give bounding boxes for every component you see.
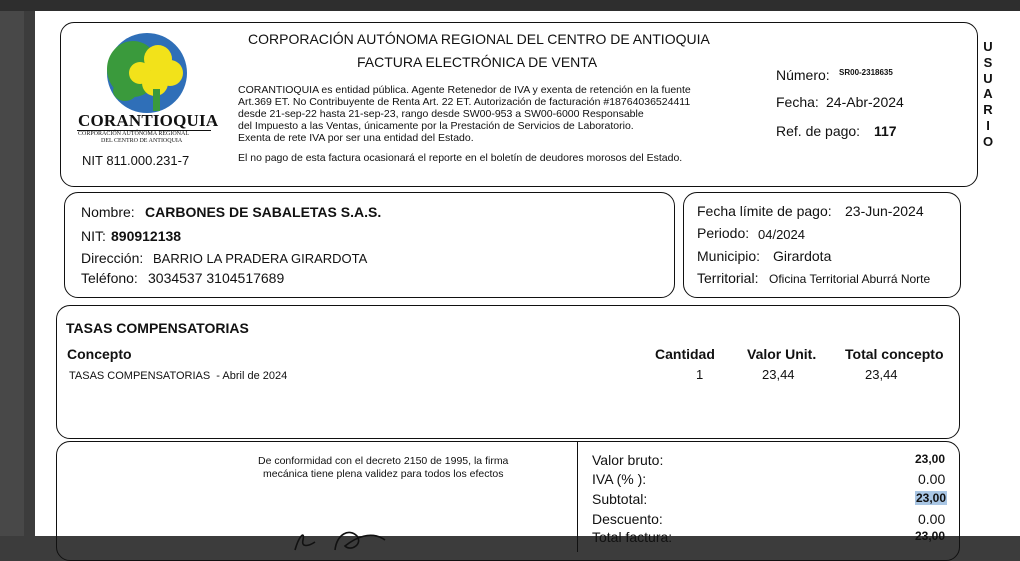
territorial-value: Oficina Territorial Aburrá Norte xyxy=(769,272,931,286)
legal-line-5: Exenta de rete IVA por ser una entidad del Estado. xyxy=(238,132,474,144)
descuento-value: 0.00 xyxy=(918,511,946,527)
iva-value: 0.00 xyxy=(918,471,946,487)
footer-divider xyxy=(577,442,578,552)
client-nit-value: 890912138 xyxy=(111,228,182,244)
nombre-value: CARBONES DE SABALETAS S.A.S. xyxy=(145,204,382,220)
descuento-label: Descuento: xyxy=(592,511,663,527)
logo-subtitle-1: CORPORACIÓN AUTÓNOMA REGIONAL xyxy=(78,131,190,137)
row-cantidad: 1 xyxy=(696,367,704,382)
row-total-concepto: 23,44 xyxy=(865,367,898,382)
client-nit-label: NIT: xyxy=(81,228,106,244)
ref-pago-value: 117 xyxy=(874,123,897,139)
fecha-label: Fecha: xyxy=(776,94,819,110)
col-concepto-header: Concepto xyxy=(67,346,132,362)
legal-line-4: del Impuesto a las Ventas, únicamente por la Prestación de Servicios de Laboratorio. xyxy=(238,120,634,132)
col-cantidad-header: Cantidad xyxy=(655,346,715,362)
legal-line-2: Art.369 ET. No Contribuyente de Renta Art. 22 ET. Autorización de facturación #18764036524411 xyxy=(238,96,691,108)
signature-image xyxy=(275,516,435,556)
periodo-label: Periodo: xyxy=(697,225,750,241)
doc-type: FACTURA ELECTRÓNICA DE VENTA xyxy=(357,54,598,70)
numero-label: Número: xyxy=(776,67,830,83)
numero-value: SR00-2318635 xyxy=(839,68,893,77)
nit-company: NIT 811.000.231-7 xyxy=(82,153,190,168)
legal-line-6: El no pago de esta factura ocasionará el reporte en el boletín de deudores morosos del Estado. xyxy=(238,152,683,164)
subtotal-label: Subtotal: xyxy=(592,491,648,507)
viewer-top-bar xyxy=(0,0,1020,11)
total-factura-value: 23,00 xyxy=(915,529,946,543)
legal-line-1: CORANTIOQUIA es entidad pública. Agente Retenedor de IVA y exenta de retención en la fuente xyxy=(238,84,691,96)
nombre-label: Nombre: xyxy=(81,204,135,220)
telefono-value: 3034537 3104517689 xyxy=(148,270,285,286)
total-factura-label: Total factura: xyxy=(592,529,673,545)
valor-bruto-label: Valor bruto: xyxy=(592,452,664,468)
logo-wordmark: CORANTIOQUIA xyxy=(78,111,219,130)
legal-line-3: desde 21-sep-22 hasta 21-sep-23, rango desde SW00-953 a SW00-6000 Responsable xyxy=(238,108,644,120)
subtotal-value[interactable]: 23,00 xyxy=(916,491,947,505)
invoice-page xyxy=(35,11,1020,545)
tasas-title: TASAS COMPENSATORIAS xyxy=(66,320,249,336)
corantioquia-logo xyxy=(75,29,219,169)
viewer-left-scrollbar[interactable] xyxy=(0,11,24,536)
org-title: CORPORACIÓN AUTÓNOMA REGIONAL DEL CENTRO DE ANTIOQUIA xyxy=(248,31,710,47)
col-valor-header: Valor Unit. xyxy=(747,346,817,362)
iva-label: IVA (% ): xyxy=(592,471,647,487)
row-valor-unit: 23,44 xyxy=(762,367,795,382)
telefono-label: Teléfono: xyxy=(81,270,138,286)
row-concepto: TASAS COMPENSATORIAS - Abril de 2024 xyxy=(69,370,288,382)
decree-line-2: mecánica tiene plena validez para todos los efectos xyxy=(263,468,504,480)
logo-subtitle-2: DEL CENTRO DE ANTIOQUIA xyxy=(101,138,183,144)
municipio-label: Municipio: xyxy=(697,248,761,264)
decree-line-1: De conformidad con el decreto 2150 de 1995, la firma xyxy=(258,455,509,467)
municipio-value: Girardota xyxy=(773,248,832,264)
valor-bruto-value: 23,00 xyxy=(915,452,946,466)
periodo-value: 04/2024 xyxy=(758,227,805,242)
territorial-label: Territorial: xyxy=(697,270,759,286)
direccion-value: BARRIO LA PRADERA GIRARDOTA xyxy=(153,251,368,266)
logo-emblem-icon xyxy=(75,29,215,117)
fecha-limite-value: 23-Jun-2024 xyxy=(845,203,924,219)
direccion-label: Dirección: xyxy=(81,250,144,266)
side-label-usuario: U S U A R I O xyxy=(982,39,994,149)
fecha-value: 24-Abr-2024 xyxy=(826,94,904,110)
col-total-header: Total concepto xyxy=(845,346,944,362)
fecha-limite-label: Fecha límite de pago: xyxy=(697,203,832,219)
ref-pago-label: Ref. de pago: xyxy=(776,123,861,139)
